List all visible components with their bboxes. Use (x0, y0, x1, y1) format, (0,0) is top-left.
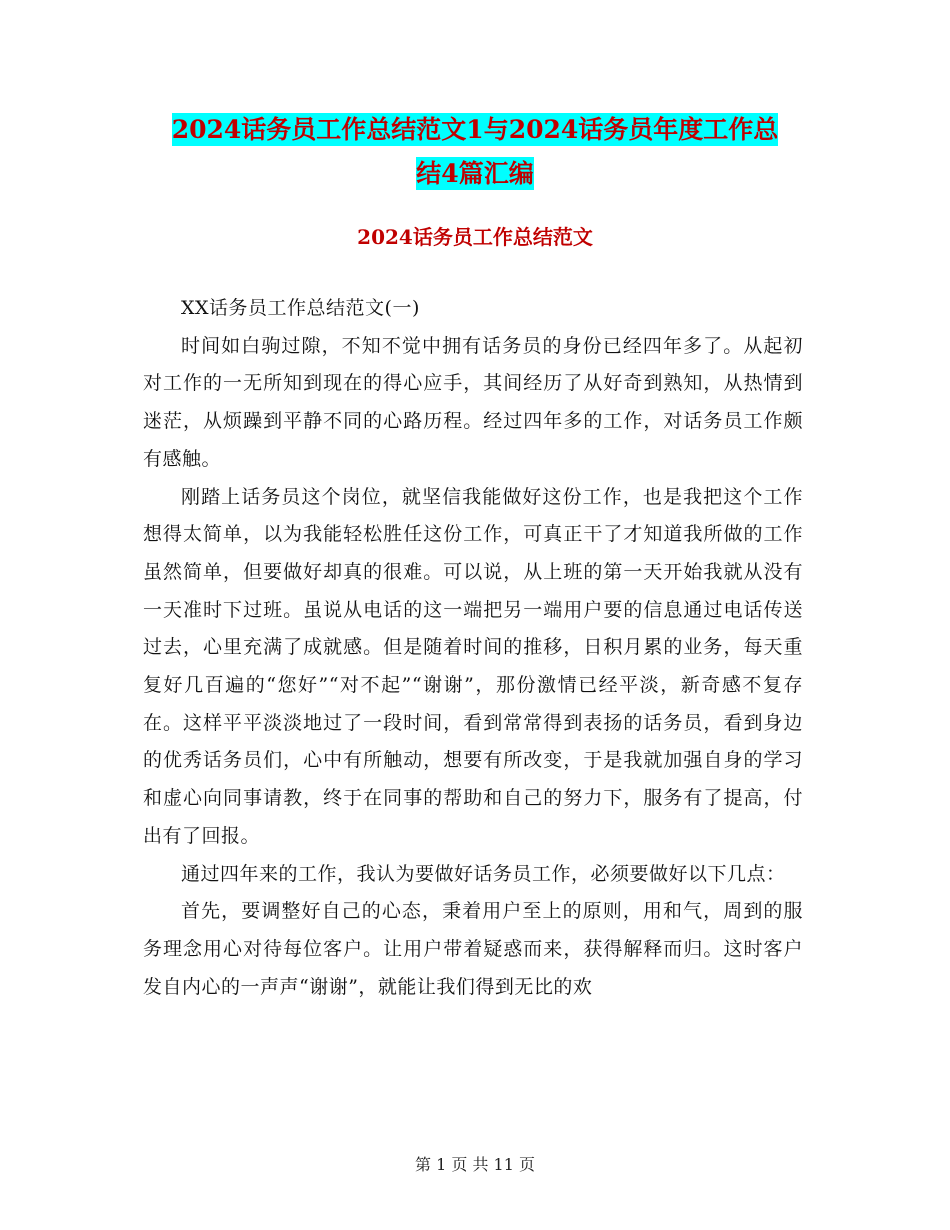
document-title-line-2 (0, 152, 950, 196)
paragraph: 首先，要调整好自己的心态，秉着用户至上的原则，用和气，周到的服务理念用心对待每位客户。让用户带着疑惑而来，获得解释而归。这时客户发自内心的一声声“谢谢”，就能让我们得到无比的欢 (143, 900, 803, 998)
paragraph-subtitle: XX话务员工作总结范文(一) (181, 297, 420, 319)
document-body (143, 290, 803, 1006)
document-title (0, 108, 950, 196)
title-highlight: 结4篇汇编 (416, 159, 534, 188)
paragraph: 时间如白驹过隙，不知不觉中拥有话务员的身份已经四年多了。从起初对工作的一无所知到现在的得心应手，其间经历了从好奇到熟知，从热情到迷茫，从烦躁到平静不同的心路历程。经过四年多的工作，对话务员工作颇有感触。 (143, 334, 803, 470)
section-heading: 2024话务员工作总结范文 (357, 225, 593, 249)
paragraph: 刚踏上话务员这个岗位，就坚信我能做好这份工作，也是我把这个工作想得太简单，以为我能轻松胜任这份工作，可真正干了才知道我所做的工作虽然简单，但要做好却真的很难。可以说，从上班的第一天开始我就从没有一天准时下过班。虽说从电话的这一端把另一端用户要的信息通过电话传送过去，心里充满了成就感。但是随着时间的推移，日积月累的业务，每天重复好几百遍的“您好”“对不起”“谢谢”，那份激情已经平淡，新奇感不复存在。这样平平淡淡地过了一段时间，看到常常得到表扬的话务员，看到身边的优秀话务员们，心中有所触动，想要有所改变，于是我就加强自身的学习和虚心向同事请教，终于在同事的帮助和自己的努力下，服务有了提高，付出有了回报。 (143, 485, 803, 847)
page-number-footer: 第 1 页 共 11 页 (415, 1155, 535, 1174)
paragraph: 通过四年来的工作，我认为要做好话务员工作，必须要做好以下几点： (181, 862, 786, 885)
title-highlight: 2024话务员工作总结范文1与2024话务员年度工作总 (171, 115, 779, 144)
document-title-line-1 (0, 108, 950, 152)
